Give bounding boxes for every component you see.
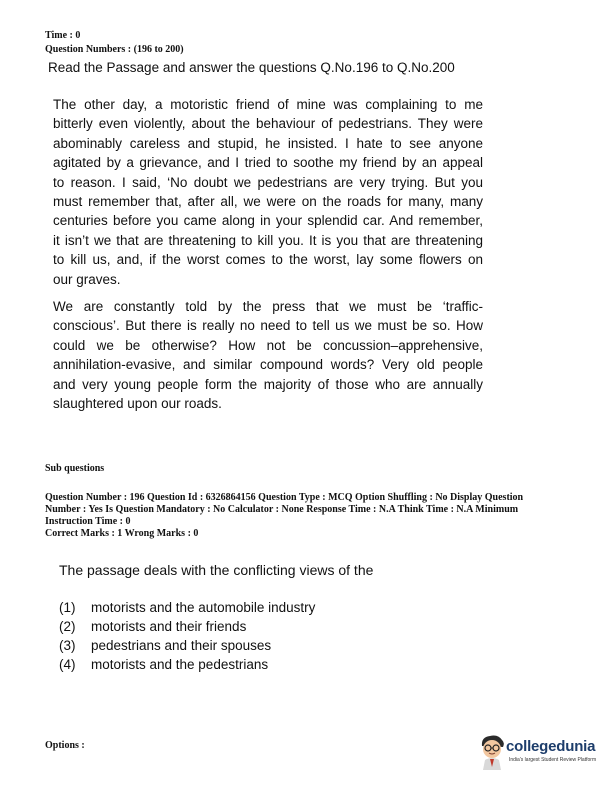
brand-name: collegedunia (506, 738, 596, 755)
passage-instruction: Read the Passage and answer the questions Q.No.196 to Q.No.200 (48, 60, 455, 75)
option-item (59, 600, 315, 615)
question-meta-line: Number : Yes Is Question Mandatory : No Calculator : None Response Time : N.A Think Time : N.A Minimum (45, 504, 519, 515)
option-item (59, 619, 246, 634)
passage-line: our graves. (53, 271, 121, 287)
passage-line: could we be otherwise? How not be concussion–apprehensive, (53, 337, 483, 353)
question-numbers-label: Question Numbers : (196 to 200) (45, 44, 184, 55)
passage-line: conscious’. But there is really no need to tell us we must be so. How (53, 318, 483, 334)
brand-tagline: India's largest Student Review Platform (509, 757, 597, 763)
question-meta-line: Question Number : 196 Question Id : 6326864156 Question Type : MCQ Option Shuffling : No Display Question (45, 492, 524, 503)
passage-line: The other day, a motoristic friend of mine was complaining to me (53, 97, 483, 112)
option-item (59, 638, 271, 653)
option-number: (1) (59, 600, 76, 615)
passage-line: and very young people form the majority of those who are annually (53, 376, 483, 392)
passage-line: it isn’t we that are threatening to kill you. It is you that are threatening (53, 232, 483, 248)
option-text: pedestrians and their spouses (91, 638, 272, 653)
options-label: Options : (45, 740, 85, 751)
question-text: The passage deals with the conflicting views of the (59, 562, 374, 578)
question-meta-line: Instruction Time : 0 (45, 516, 131, 527)
question-marks: Correct Marks : 1 Wrong Marks : 0 (45, 528, 199, 539)
student-mascot-icon (478, 734, 506, 770)
time-label: Time : 0 (45, 30, 81, 41)
passage-line: annihilation-evasive, and similar compound words? Very old people (53, 357, 483, 373)
option-text: motorists and the automobile industry (91, 600, 316, 615)
sub-questions-heading: Sub questions (45, 463, 105, 474)
passage-line: must remember that, after all, we were on the roads for many, many (53, 194, 483, 210)
passage-line: slaughtered upon our roads. (53, 396, 222, 412)
passage-line: abominably careless and stupid, he insisted. I hate to see anyone (53, 135, 483, 151)
passage-line: We are constantly told by the press that we must be ‘traffic- (53, 299, 483, 314)
passage-line: agitated by a grievance, and I tried to soothe my friend by an appeal (53, 155, 483, 171)
question-meta (45, 492, 575, 540)
passage-line: to kill us, and, if the worst comes to the worst, lay some flowers on (53, 252, 483, 268)
option-text: motorists and their friends (91, 619, 247, 634)
option-number: (2) (59, 619, 76, 634)
passage-line: to reason. I said, ‘No doubt we pedestrians are very trying. But you (53, 174, 483, 190)
passage-line: centuries before you came along in your splendid car. And remember, (53, 213, 483, 229)
passage-line: bitterly even violently, about the behaviour of pedestrians. They were (53, 116, 483, 132)
option-item (59, 657, 268, 672)
option-number: (4) (59, 657, 76, 672)
passage-paragraph-1 (53, 95, 483, 289)
passage-paragraph-2 (53, 297, 483, 413)
option-text: motorists and the pedestrians (91, 657, 269, 672)
option-number: (3) (59, 638, 76, 653)
